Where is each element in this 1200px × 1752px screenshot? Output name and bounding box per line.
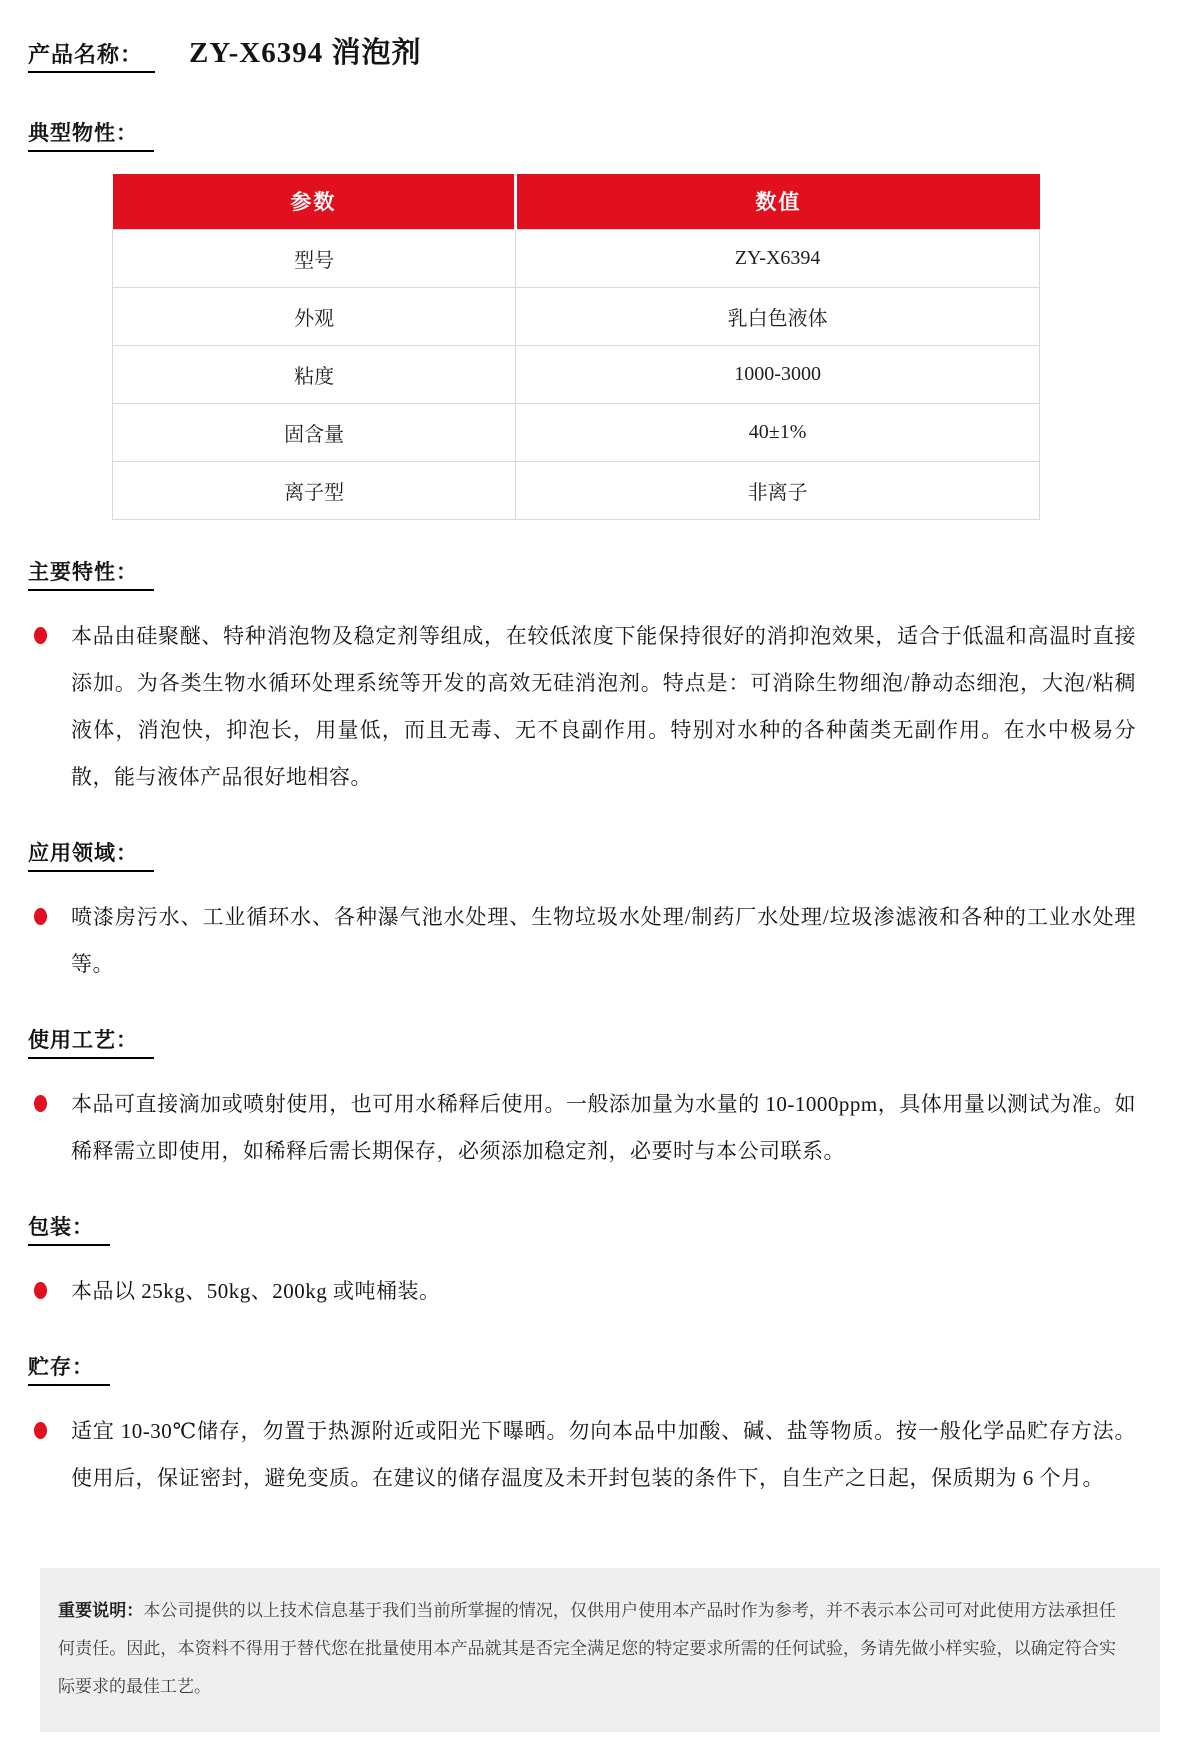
value-cell: 乳白色液体: [516, 287, 1040, 345]
section-application-fields: [28, 837, 1136, 988]
section-heading-storage: 贮存：: [28, 1351, 110, 1386]
value-cell: 1000-3000: [516, 345, 1040, 403]
section-heading-application-fields: 应用领域：: [28, 837, 154, 872]
column-header-value: 数值: [516, 174, 1040, 229]
list-item: [28, 613, 1136, 801]
column-header-parameter: 参数: [113, 174, 516, 229]
bullet-text: 适宜 10-30℃储存，勿置于热源附近或阳光下曝晒。勿向本品中加酸、碱、盐等物质。按一般化学品贮存方法。使用后，保证密封，避免变质。在建议的储存温度及未开封包装的条件下，自生产之日起，保质期为 6 个月。: [71, 1418, 1136, 1490]
value-cell: 非离子: [516, 461, 1040, 519]
param-cell: 外观: [113, 287, 516, 345]
bullet-dot-icon: [34, 1095, 47, 1112]
section-heading-main-features: 主要特性：: [28, 556, 154, 591]
important-note-label: 重要说明：: [58, 1600, 144, 1620]
table-row: [113, 403, 1040, 461]
page-title: ZY-X6394 消泡剂: [189, 37, 422, 69]
bullet-dot-icon: [34, 1422, 47, 1439]
title-row: [28, 30, 1136, 73]
properties-table-wrap: [112, 174, 1136, 520]
section-storage: [28, 1351, 1136, 1502]
properties-table: [112, 174, 1040, 520]
table-row: [113, 461, 1040, 519]
param-cell: 固含量: [113, 403, 516, 461]
bullet-dot-icon: [34, 908, 47, 925]
bullet-text: 本品可直接滴加或喷射使用，也可用水稀释后使用。一般添加量为水量的 10-1000ppm，具体用量以测试为准。如稀释需立即使用，如稀释后需长期保存，必须添加稳定剂，必要时与本公司联系。: [71, 1091, 1136, 1163]
list-item: [28, 1408, 1136, 1502]
table-row: [113, 287, 1040, 345]
important-note-box: [40, 1568, 1160, 1732]
section-main-features: [28, 556, 1136, 801]
table-row: [113, 229, 1040, 287]
section-packaging: [28, 1211, 1136, 1315]
param-cell: 粘度: [113, 345, 516, 403]
value-cell: ZY-X6394: [516, 229, 1040, 287]
bullet-text: 本品由硅聚醚、特种消泡物及稳定剂等组成，在较低浓度下能保持很好的消抑泡效果，适合于低温和高温时直接添加。为各类生物水循环处理系统等开发的高效无硅消泡剂。特点是：可消除生物细泡/静动态细泡，大泡/粘稠液体，消泡快，抑泡长，用量低，而且无毒、无不良副作用。特别对水种的各种菌类无副作用。在水中极易分散，能与液体产品很好地相容。: [71, 623, 1136, 789]
section-usage-process: [28, 1024, 1136, 1175]
section-heading-typical-properties: 典型物性：: [28, 117, 154, 152]
bullet-text: 喷漆房污水、工业循环水、各种瀑气池水处理、生物垃圾水处理/制药厂水处理/垃圾渗滤液和各种的工业水处理等。: [71, 904, 1136, 976]
bullet-text: 本品以 25kg、50kg、200kg 或吨桶装。: [71, 1278, 441, 1303]
list-item: [28, 1268, 1136, 1315]
section-heading-usage-process: 使用工艺：: [28, 1024, 154, 1059]
important-note-text: 本公司提供的以上技术信息基于我们当前所掌握的情况，仅供用户使用本产品时作为参考，并不表示本公司可对此使用方法承担任何责任。因此，本资料不得用于替代您在批量使用本产品就其是否完全满足您的特定要求所需的任何试验，务请先做小样实验，以确定符合实际要求的最佳工艺。: [58, 1600, 1116, 1696]
table-row: [113, 345, 1040, 403]
param-cell: 离子型: [113, 461, 516, 519]
table-header-row: [113, 174, 1040, 229]
value-cell: 40±1%: [516, 403, 1040, 461]
list-item: [28, 894, 1136, 988]
section-heading-packaging: 包装：: [28, 1211, 110, 1246]
product-name-label: 产品名称：: [28, 38, 155, 73]
bullet-dot-icon: [34, 627, 47, 644]
param-cell: 型号: [113, 229, 516, 287]
bullet-dot-icon: [34, 1282, 47, 1299]
list-item: [28, 1081, 1136, 1175]
